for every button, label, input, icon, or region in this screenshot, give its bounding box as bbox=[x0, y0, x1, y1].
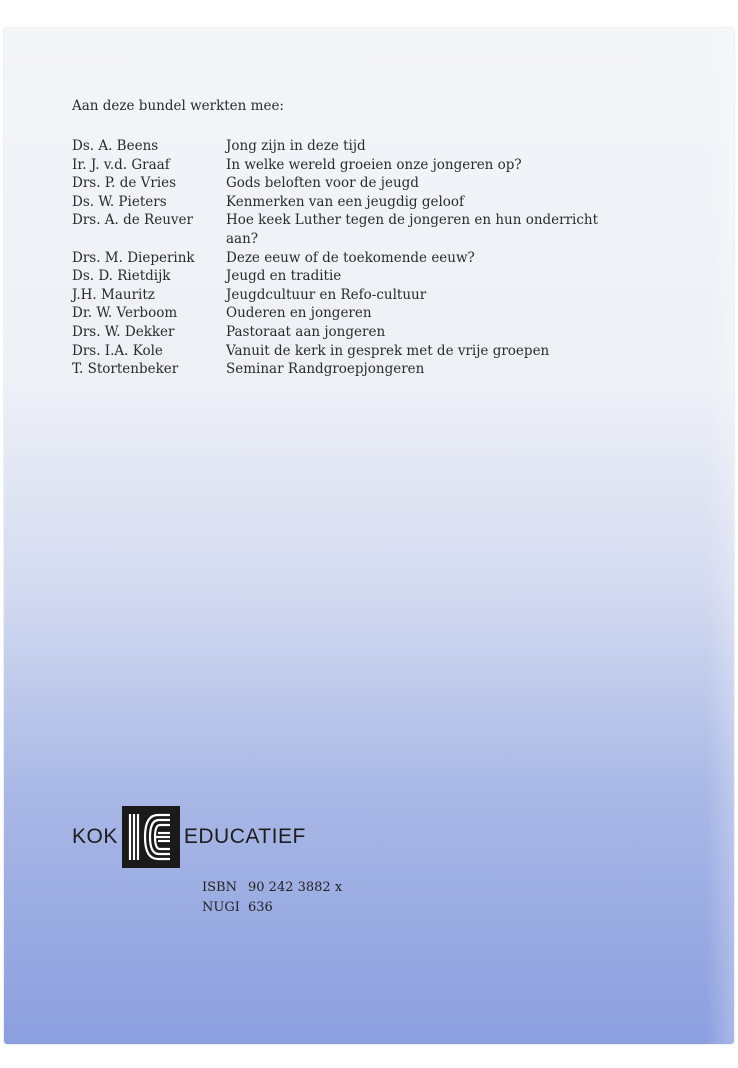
contributor-row bbox=[72, 323, 616, 342]
contributor-name: J.H. Mauritz bbox=[72, 286, 155, 303]
contributor-name: Drs. I.A. Kole bbox=[72, 342, 163, 359]
contributor-row bbox=[72, 249, 616, 268]
contributor-row bbox=[72, 156, 616, 175]
contributor-name: Drs. P. de Vries bbox=[72, 175, 177, 192]
contributor-name: Ds. W. Pieters bbox=[72, 193, 167, 210]
contributor-list bbox=[72, 137, 616, 379]
contribution-title: In welke wereld groeien onze jongeren op? bbox=[226, 156, 522, 173]
contribution-title: Jeugd en traditie bbox=[226, 268, 342, 285]
contributor-name: Ds. A. Beens bbox=[72, 138, 159, 154]
publisher-name-right: EDUCATIEF bbox=[183, 825, 306, 848]
contribution-title: Seminar Randgroepjongeren bbox=[226, 361, 425, 378]
nugi-label: NUGI bbox=[202, 900, 240, 915]
contribution-title: Ouderen en jongeren bbox=[226, 305, 372, 322]
contributor-row bbox=[72, 174, 616, 193]
publisher-name-left: KOK bbox=[72, 825, 118, 848]
contribution-title: Pastoraat aan jongeren bbox=[226, 323, 386, 340]
contributor-row bbox=[72, 267, 616, 286]
contributor-row bbox=[72, 137, 616, 156]
kok-educatief-logo-icon bbox=[122, 806, 180, 868]
contribution-title: Jeugdcultuur en Refo-cultuur bbox=[226, 286, 427, 303]
contributor-name: Drs. M. Dieperink bbox=[72, 249, 195, 266]
contributor-name: Drs. W. Dekker bbox=[72, 323, 175, 340]
contributor-row bbox=[72, 304, 616, 323]
contributor-name: Ir. J. v.d. Graaf bbox=[72, 156, 170, 173]
contributor-row bbox=[72, 211, 616, 248]
contributor-row bbox=[72, 193, 616, 212]
contributor-name: T. Stortenbeker bbox=[72, 361, 179, 378]
contributor-row bbox=[72, 360, 616, 379]
contributor-name: Dr. W. Verboom bbox=[72, 305, 178, 322]
isbn-block bbox=[202, 878, 342, 918]
publisher-logo bbox=[72, 806, 306, 868]
isbn-line bbox=[202, 878, 342, 898]
nugi-line bbox=[202, 898, 342, 918]
contribution-title: Kenmerken van een jeugdig geloof bbox=[226, 193, 465, 210]
isbn-label: ISBN bbox=[202, 880, 237, 895]
contribution-title: Vanuit de kerk in gesprek met de vrije groepen bbox=[226, 342, 550, 359]
contributor-row bbox=[72, 342, 616, 361]
back-cover bbox=[4, 28, 734, 1044]
intro-text: Aan deze bundel werkten mee: bbox=[72, 98, 284, 114]
contributor-name: Ds. D. Rietdijk bbox=[72, 268, 171, 285]
isbn-value: 90 242 3882 x bbox=[248, 880, 343, 895]
contributor-name: Drs. A. de Reuver bbox=[72, 212, 193, 229]
contribution-title: Deze eeuw of de toekomende eeuw? bbox=[226, 249, 475, 266]
contribution-title: Jong zijn in deze tijd bbox=[226, 138, 366, 154]
logo-glyph-icon bbox=[122, 806, 180, 868]
contribution-title: Hoe keek Luther tegen de jongeren en hun onderricht aan? bbox=[226, 212, 599, 247]
contribution-title: Gods beloften voor de jeugd bbox=[226, 175, 419, 192]
nugi-value: 636 bbox=[248, 900, 273, 915]
contributor-row bbox=[72, 286, 616, 305]
